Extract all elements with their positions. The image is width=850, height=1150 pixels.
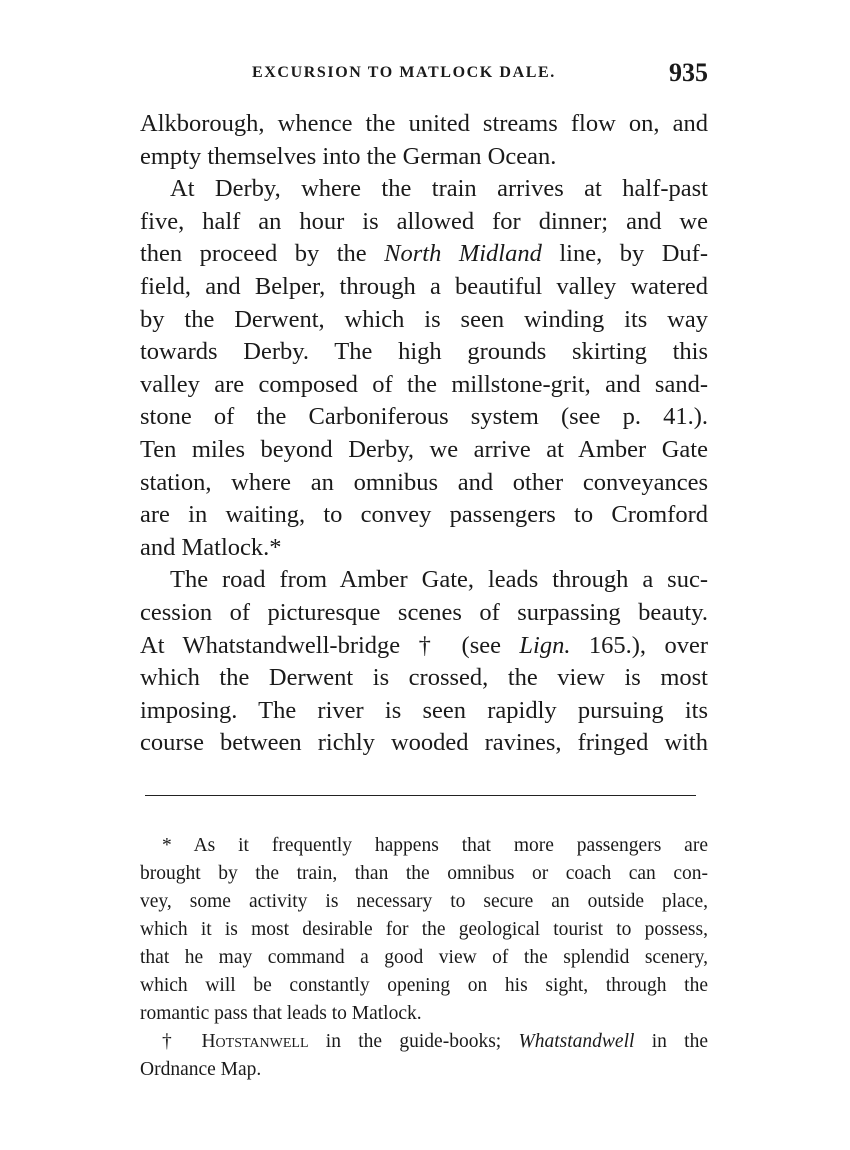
text-line: towards Derby. The high grounds skirting this: [140, 338, 708, 366]
dagger-mark: †: [162, 1031, 202, 1052]
italic-reference: Lign.: [519, 631, 571, 659]
text-line: At Derby, where the train arrives at half-past: [170, 175, 708, 203]
text-segment: line, by Duf-: [541, 240, 708, 268]
page-number: 935: [669, 58, 708, 87]
text-line: [140, 238, 708, 271]
footnote-line: Ordnance Map.: [140, 1059, 262, 1080]
text-segment: in the guide-books;: [308, 1031, 519, 1052]
text-line: field, and Belper, through a beautiful valley watered: [140, 272, 708, 300]
footnote-line: that he may command a good view of the splendid scenery,: [140, 947, 708, 968]
text-line: station, where an omnibus and other conveyances: [140, 468, 708, 496]
text-line: valley are composed of the millstone-grit, and sand-: [140, 370, 708, 398]
footnote-line: which will be constantly opening on his sight, through the: [140, 975, 708, 996]
text-line: by the Derwent, which is seen winding its way: [140, 305, 708, 333]
text-line: Ten miles beyond Derby, we arrive at Amber Gate: [140, 435, 708, 463]
text-line: imposing. The river is seen rapidly pursuing its: [140, 696, 708, 724]
text-line: are in waiting, to convey passengers to Cromford: [140, 501, 708, 529]
footnotes: [140, 832, 708, 1084]
italic-place-name: Whatstandwell: [518, 1031, 635, 1052]
body-text: [140, 108, 708, 760]
text-line: [140, 630, 708, 663]
text-line: cession of picturesque scenes of surpassing beauty.: [140, 598, 708, 626]
text-segment: then proceed by the: [140, 240, 385, 268]
footnote-divider: [145, 795, 696, 796]
text-line: empty themselves into the German Ocean.: [140, 142, 557, 170]
text-line: which the Derwent is crossed, the view is most: [140, 664, 708, 692]
text-line: Alkborough, whence the united streams flow on, and: [140, 110, 708, 137]
small-caps-name: Hotstanwell: [201, 1031, 309, 1052]
text-line: stone of the Carboniferous system (see p. 41.).: [140, 403, 708, 431]
page-header: [140, 58, 708, 90]
text-segment: 165.), over: [570, 631, 708, 659]
text-line: The road from Amber Gate, leads through a suc-: [170, 566, 708, 594]
running-head: EXCURSION TO MATLOCK DALE.: [252, 64, 556, 81]
text-segment: in the: [634, 1031, 708, 1052]
text-line: course between richly wooded ravines, fringed with: [140, 729, 708, 757]
footnote-line: * As it frequently happens that more passengers are: [162, 835, 708, 856]
text-line: and Matlock.*: [140, 533, 282, 561]
italic-railway-name: North Midland: [384, 240, 542, 268]
footnote-line: brought by the train, than the omnibus or coach can con-: [140, 863, 708, 884]
footnote-line: [140, 1028, 708, 1056]
text-line: five, half an hour is allowed for dinner; and we: [140, 207, 708, 235]
text-segment: At Whatstandwell-bridge † (see: [140, 631, 520, 659]
footnote-line: romantic pass that leads to Matlock.: [140, 1003, 422, 1024]
footnote-line: which it is most desirable for the geological tourist to possess,: [140, 919, 708, 940]
footnote-line: vey, some activity is necessary to secure an outside place,: [140, 891, 708, 912]
